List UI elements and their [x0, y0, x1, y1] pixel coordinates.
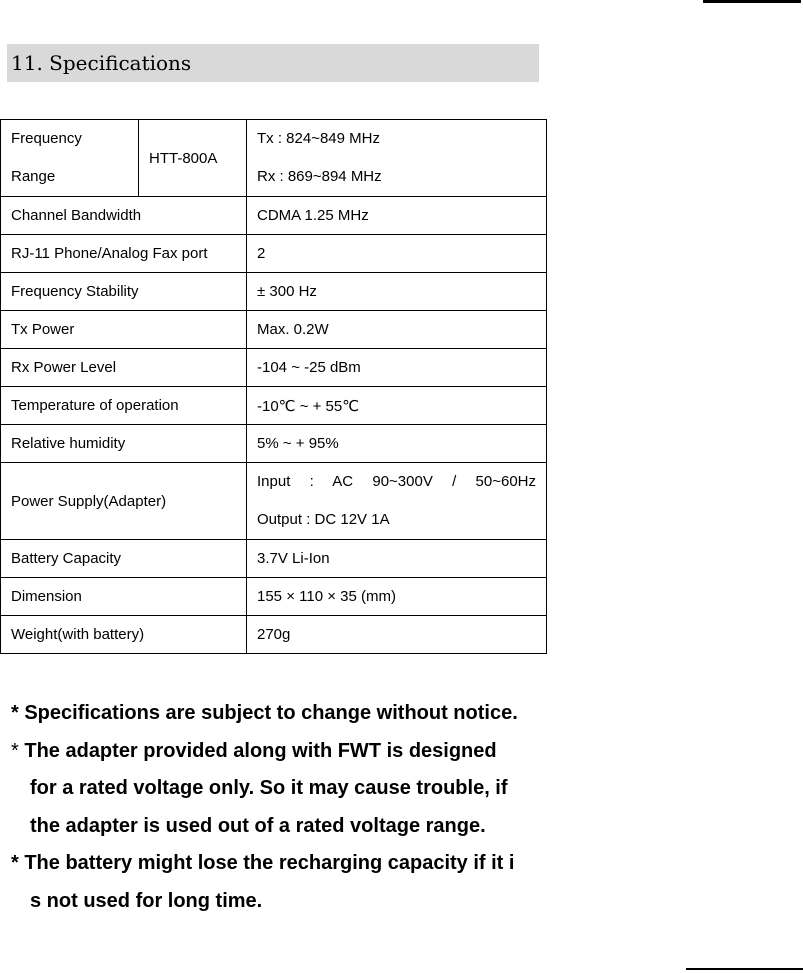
frequency-range-label: Frequency Range	[1, 120, 139, 197]
power-supply-value: Input : AC 90~300V / 50~60Hz Output : DC 12V 1A	[247, 463, 547, 540]
spec-value: 3.7V Li-Ion	[247, 540, 547, 578]
bottom-rule	[686, 968, 803, 970]
power-supply-label: Power Supply(Adapter)	[1, 463, 247, 540]
section-heading: 11. Specifications	[7, 44, 539, 82]
spec-label: Temperature of operation	[1, 387, 247, 425]
notes	[11, 695, 543, 920]
spec-value: 5% ~ + 95%	[247, 425, 547, 463]
table-row	[1, 120, 547, 197]
table-row	[1, 387, 547, 425]
table-row	[1, 425, 547, 463]
table-row	[1, 311, 547, 349]
spec-label: Frequency Stability	[1, 273, 247, 311]
spec-value: 2	[247, 235, 547, 273]
spec-value: 155 × 110 × 35 (mm)	[247, 578, 547, 616]
model-name: HTT-800A	[139, 120, 247, 197]
spec-label: Weight(with battery)	[1, 616, 247, 654]
note-battery: * The battery might lose the recharging capacity if it i s not used for long time.	[11, 852, 515, 912]
table-row	[1, 235, 547, 273]
note-adapter: * The adapter provided along with FWT is designed for a rated voltage only. So it may cause trouble, if the adapter is used out of a rated voltage range.	[11, 739, 508, 837]
spec-label: RJ-11 Phone/Analog Fax port	[1, 235, 247, 273]
table-row	[1, 197, 547, 235]
specifications-table	[0, 119, 547, 654]
top-rule	[703, 0, 801, 3]
spec-value: -104 ~ -25 dBm	[247, 349, 547, 387]
spec-label: Relative humidity	[1, 425, 247, 463]
table-row	[1, 349, 547, 387]
frequency-range-value: Tx : 824~849 MHz Rx : 869~894 MHz	[247, 120, 547, 197]
spec-label: Rx Power Level	[1, 349, 247, 387]
spec-label: Channel Bandwidth	[1, 197, 247, 235]
spec-value: CDMA 1.25 MHz	[247, 197, 547, 235]
spec-value: Max. 0.2W	[247, 311, 547, 349]
spec-label: Dimension	[1, 578, 247, 616]
spec-label: Tx Power	[1, 311, 247, 349]
table-row	[1, 463, 547, 540]
note-specifications-change: * Specifications are subject to change without notice.	[11, 702, 518, 724]
table-row	[1, 616, 547, 654]
table-row	[1, 540, 547, 578]
spec-value: ± 300 Hz	[247, 273, 547, 311]
spec-value: -10℃ ~ + 55℃	[247, 387, 547, 425]
spec-value: 270g	[247, 616, 547, 654]
spec-label: Battery Capacity	[1, 540, 247, 578]
table-row	[1, 273, 547, 311]
table-row	[1, 578, 547, 616]
